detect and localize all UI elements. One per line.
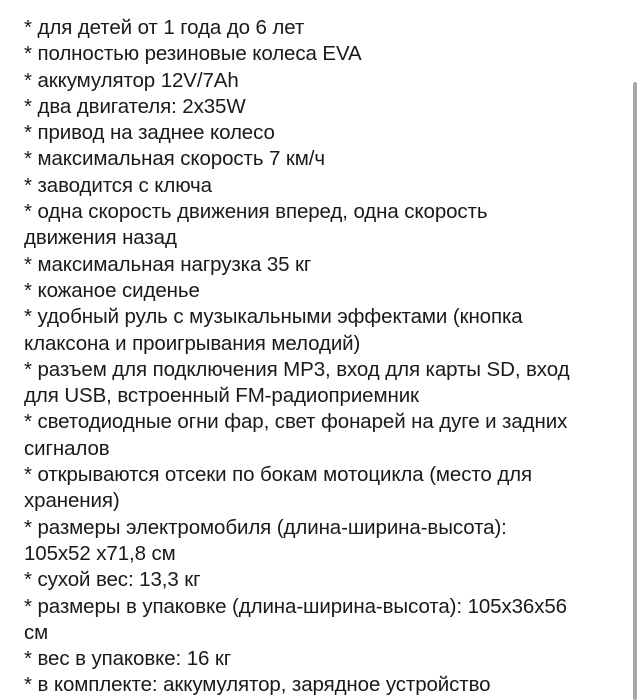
product-spec-list (24, 15, 619, 699)
vertical-scrollbar-thumb[interactable] (633, 82, 637, 700)
spec-line-max-load: * максимальная нагрузка 35 кг (24, 252, 312, 276)
spec-line-key-start: * заводится с ключа (24, 173, 212, 197)
spec-line-dimensions: * размеры электромобиля (длина-ширина-высота): (24, 515, 507, 539)
spec-line-wheels: * полностью резиновые колеса EVA (24, 42, 362, 66)
spec-line-storage-cont: хранения) (24, 489, 120, 513)
spec-line-dimensions-cont: 105х52 х71,8 см (24, 541, 176, 565)
spec-line-seat: * кожаное сиденье (24, 278, 200, 302)
spec-line-max-speed: * максимальная скорость 7 км/ч (24, 147, 325, 171)
spec-line-package-contents: * в комплекте: аккумулятор, зарядное устройство (24, 673, 491, 697)
spec-line-connectors: * разъем для подключения MP3, вход для карты SD, вход (24, 357, 570, 381)
spec-line-steering: * удобный руль с музыкальными эффектами (кнопка (24, 305, 523, 329)
spec-line-package-dimensions-cont: см (24, 620, 49, 644)
spec-line-battery: * аккумулятор 12V/7Ah (24, 68, 239, 92)
spec-line-package-weight: * вес в упаковке: 16 кг (24, 647, 232, 671)
spec-line-lights: * светодиодные огни фар, свет фонарей на дуге и задних (24, 410, 568, 434)
spec-line-drive: * привод на заднее колесо (24, 121, 275, 145)
spec-line-speeds: * одна скорость движения вперед, одна скорость (24, 200, 488, 224)
spec-line-lights-cont: сигналов (24, 436, 110, 460)
spec-line-package-dimensions: * размеры в упаковке (длина-ширина-высота): 105х36х56 (24, 594, 567, 618)
spec-line-motors: * два двигателя: 2х35W (24, 94, 246, 118)
spec-line-dry-weight: * сухой вес: 13,3 кг (24, 568, 201, 592)
spec-line-storage: * открываются отсеки по бокам мотоцикла (место для (24, 463, 533, 487)
spec-line-speeds-cont: движения назад (24, 226, 177, 250)
spec-line-steering-cont: клаксона и проигрывания мелодий) (24, 331, 361, 355)
spec-line-connectors-cont: для USB, встроенный FM-радиоприемник (24, 384, 419, 408)
spec-line-age: * для детей от 1 года до 6 лет (24, 16, 305, 39)
